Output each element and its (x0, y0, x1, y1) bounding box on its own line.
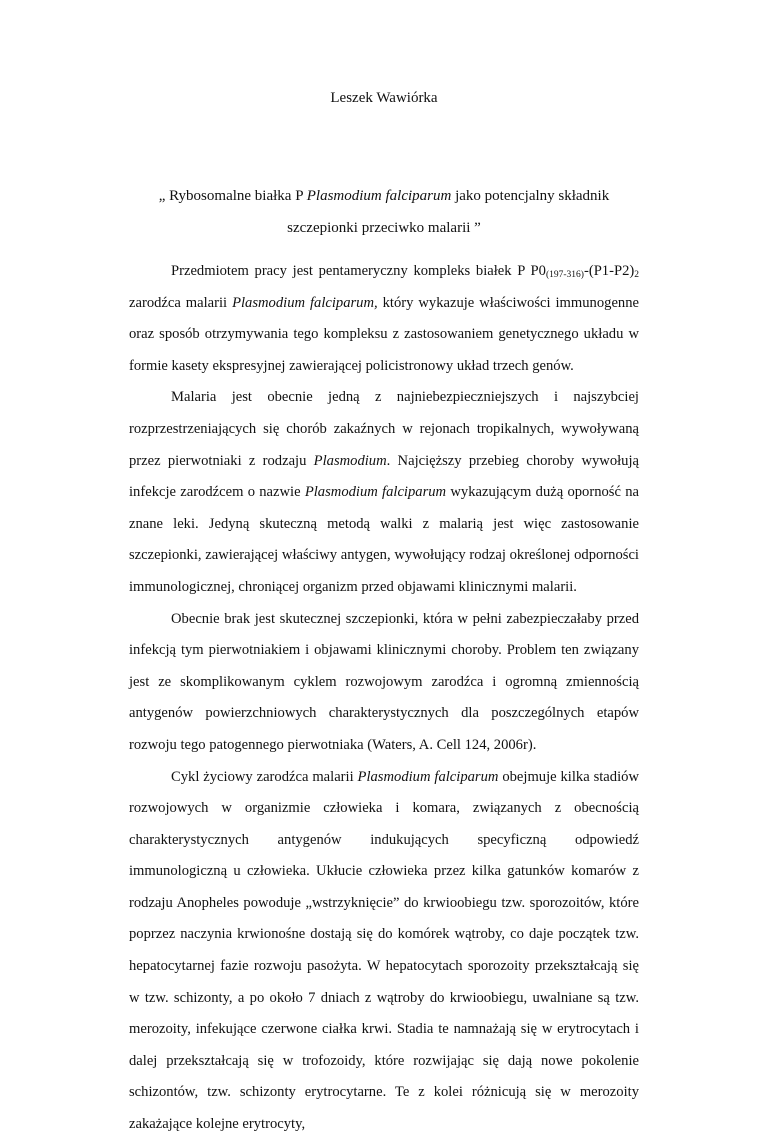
p4-text-1: Cykl życiowy zarodźca malarii (171, 768, 358, 785)
p2-text-3: wykazującym dużą oporność na znane leki. Jedyną skuteczną metodą walki z malarią jest więc zastosowanie szczepionki, zawierającej właściwy antygen, wywołujący rodzaj określonej odporności immunologicznej, chroniącej organizm przed objawami klinicznymi malarii. (129, 484, 639, 595)
p2-genus: Plasmodium (313, 452, 387, 469)
paragraph-3: Obecnie brak jest skutecznej szczepionki, która w pełni zabezpieczałaby przed infekcją tym pierwotniakiem i objawami klinicznymi choroby. Problem ten związany jest ze skomplikowanym cyklem rozwojowym zarodźca i ogromną zmiennością antygenów powierzchniowych charakterystycznych dla poszczególnych etapów rozwoju tego patogennego pierwotniaka (Waters, A. Cell 124, 2006r). (129, 610, 639, 753)
p1-subscript-1: (197-316) (545, 270, 584, 280)
p4-organism: Plasmodium falciparum (357, 768, 499, 785)
p1-text-3: zarodźca malarii (129, 294, 233, 311)
author-name: Leszek Wawiórka (330, 90, 438, 106)
p1-text-4: który wykazuje właściwości immunogenne oraz sposób otrzymywania tego kompleksu z zastosowaniem genetycznego układu w formie kasety ekspresyjnej zawierającej policistronowy układ trzech genów. (129, 294, 639, 374)
paragraph-4 (129, 762, 639, 1141)
document-title (130, 180, 638, 244)
paragraph-1 (129, 256, 639, 382)
title-part-1: „ Rybosomalne białka P (158, 188, 307, 204)
p1-text-2: -(P1-P2) (583, 263, 635, 279)
p1-organism: Plasmodium falciparum, (232, 294, 378, 311)
p2-organism: Plasmodium falciparum (304, 484, 447, 501)
p4-text-2: obejmuje kilka stadiów rozwojowych w organizmie człowieka i komara, związanych z obecnością charakterystycznych antygenów indukujących specyficzną odpowiedź immunologiczną u człowieka. Ukłucie człowieka przez kilka gatunków komarów z rodzaju Anopheles powoduje „wstrzyknięcie” do krwioobiegu tzw. sporozoitów, które poprzez naczynia krwionośne dostają się do komórek wątroby, co daje początek tzw. hepatocytarnej fazie rozwoju pasożyta. W hepatocytach sporozoity przekształcają się w tzw. schizonty, a po około 7 dniach z wątroby do krwioobiegu, uwalniane są tzw. merozoity, infekujące czerwone ciałka krwi. Stadia te namnażają się w erytrocytach i dalej przekształcają się w trofozoidy, które rozwijając się dają nowe pokolenie schizontów, tzw. schizonty erytrocytarne. Te z kolei różnicują się w merozoity zakażające kolejne erytrocyty, (129, 768, 639, 1133)
paragraph-2 (129, 382, 639, 603)
body-text (129, 256, 639, 1141)
title-part-2: jako potencjalny składnik szczepionki przeciwko malarii ” (287, 188, 610, 236)
p1-text-1: Przedmiotem pracy jest pentameryczny kompleks białek P P0 (171, 263, 546, 279)
p1-subscript-2: 2 (634, 270, 639, 280)
p2-text-2: . Najcięższy przebieg choroby wywołują infekcje zarodźcem o nazwie (129, 452, 639, 501)
title-organism: Plasmodium falciparum (306, 188, 452, 204)
p2-text-1: Malaria jest obecnie jedną z najniebezpieczniejszych i najszybciej rozprzestrzeniających się chorób zakaźnych w rejonach tropikalnych, wywoływaną przez pierwotniaki z rodzaju (129, 389, 639, 469)
